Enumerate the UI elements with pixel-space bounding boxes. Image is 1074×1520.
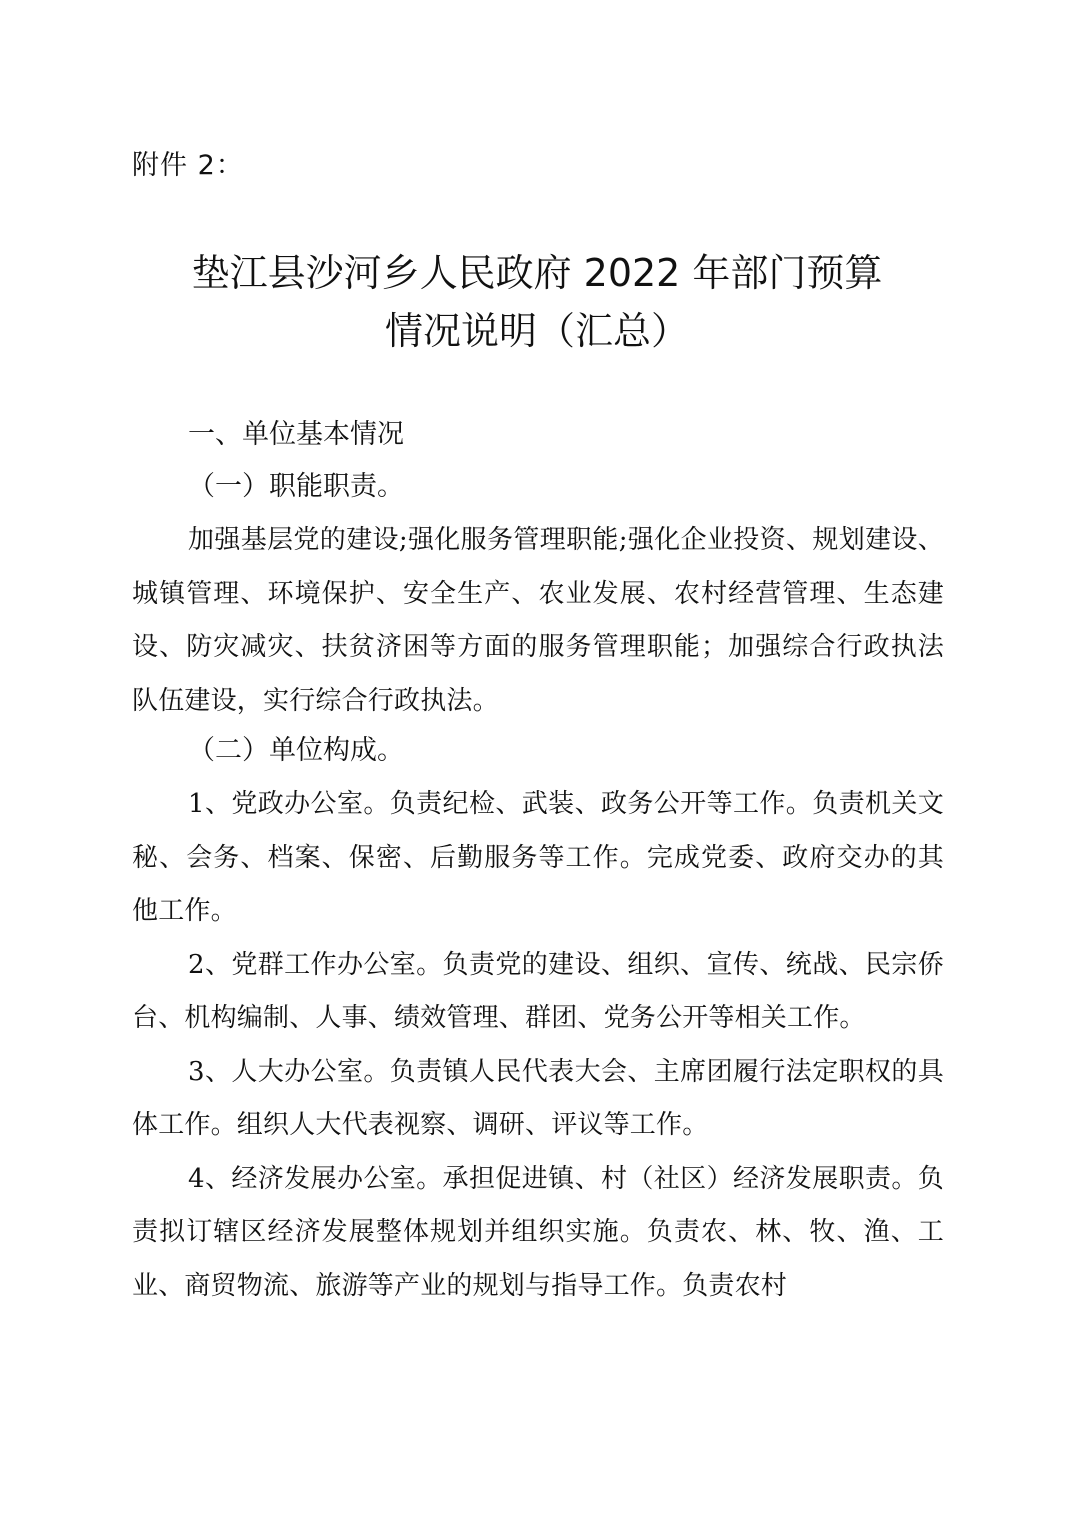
section-heading-basic-info: 一、单位基本情况 [188,419,404,450]
subsection-heading-composition: （二）单位构成。 [188,735,404,766]
unit-paragraph-party-mass-office: 2、党群工作办公室。负责党的建设、组织、宣传、统战、民宗侨台、机构编制、人事、绩效管理、群团、党务公开等相关工作。 [132,949,944,1033]
attachment-label: 附件 2： [132,150,244,181]
duties-paragraph: 加强基层党的建设;强化服务管理职能;强化企业投资、规划建设、城镇管理、环境保护、安全生产、农业发展、农村经营管理、生态建设、防灾减灾、扶贫济困等方面的服务管理职能；加强综合行政执法队伍建设，实行综合行政执法。 [132,525,944,716]
title-line-1: 垫江县沙河乡人民政府 2022 年部门预算 [191,251,883,295]
document-body [132,414,944,1313]
unit-paragraph-party-office: 1、党政办公室。负责纪检、武装、政务公开等工作。负责机关文秘、会务、档案、保密、后勤服务等工作。完成党委、政府交办的其他工作。 [132,789,944,926]
title-line-2: 情况说明（汇总） [384,309,689,353]
unit-paragraph-economic-office: 4、经济发展办公室。承担促进镇、村（社区）经济发展职责。负责拟订辖区经济发展整体规划并组织实施。负责农、林、牧、渔、工业、商贸物流、旅游等产业的规划与指导工作。负责农村 [132,1163,944,1301]
document-title [120,244,954,360]
unit-paragraph-npc-office: 3、人大办公室。负责镇人民代表大会、主席团履行法定职权的具体工作。组织人大代表视察、调研、评议等工作。 [132,1056,944,1140]
subsection-heading-duties: （一）职能职责。 [188,471,404,502]
